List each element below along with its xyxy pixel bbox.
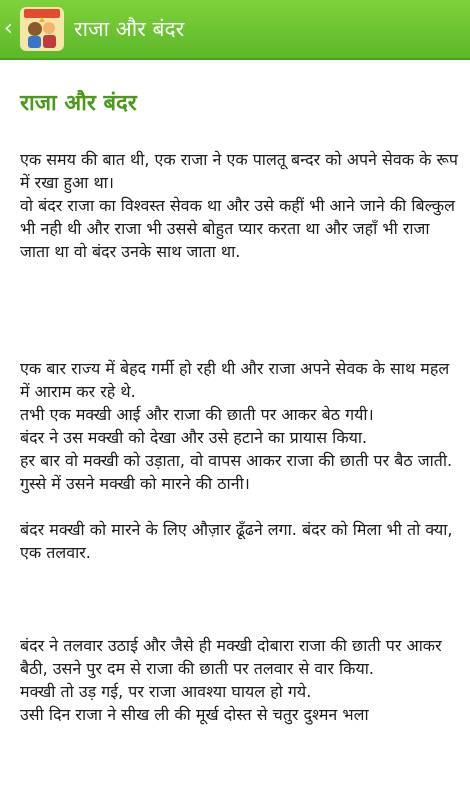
paragraph-spacer [20, 495, 460, 518]
chevron-left-icon[interactable]: ‹ [4, 16, 13, 41]
paragraph-spacer [20, 263, 460, 357]
app-bar [0, 0, 470, 60]
story-paragraph: मक्खी तो उड़ गई, पर राजा आवश्या घायल हो गये. [20, 682, 312, 701]
story-paragraph: हर बार वो मक्खी को उड़ाता, वो वापस आकर राजा की छाती पर बैठ जाती. गुस्से में उसने मक्खी को मारने की ठानी। [20, 451, 453, 493]
story-title: राजा और बंदर [20, 91, 137, 116]
story-paragraph: बंदर ने उस मक्खी को देखा और उसे हटाने का प्रायास किया. [20, 428, 368, 447]
paragraph-spacer [20, 564, 460, 634]
story-paragraph: बंदर मक्खी को मारने के लिए औज़ार ढूँढने लगा. बंदर को मिला भी तो क्या, एक तलवार. [20, 520, 453, 562]
story-content [20, 88, 460, 726]
story-paragraph: वो बंदर राजा का विश्वस्त सेवक था और उसे कहीं भी आने जाने की बिल्कुल भी नही थी और राजा भी उससे बोहुत प्यार करता था और जहाँ भी राजा जाता था वो बंदर उनके साथ जाता था. [20, 196, 456, 261]
story-paragraph: तभी एक मक्खी आई और राजा की छाती पर आकर बेठ गयी। [20, 405, 374, 424]
story-app-icon[interactable] [20, 7, 64, 51]
app-bar-title: राजा और बंदर [74, 17, 185, 41]
story-paragraph: बंदर ने तलवार उठाई और जैसे ही मक्खी दोबारा राजा की छाती पर आकर बैठी, उसने पुर दम से राजा की छाती पर तलवार से वार किया. [20, 636, 442, 678]
story-paragraph: एक बार राज्य में बेहद गर्मी हो रही थी और राजा अपने सेवक के साथ महल में आराम कर रहे थे. [20, 359, 450, 401]
story-paragraph: उसी दिन राजा ने सीख ली की मूर्ख दोस्त से चतुर दुश्मन भला [20, 705, 369, 724]
story-paragraph: एक समय की बात थी, एक राजा ने एक पालतू बन्दर को अपने सेवक के रूप में रखा हुआ था। [20, 150, 458, 192]
